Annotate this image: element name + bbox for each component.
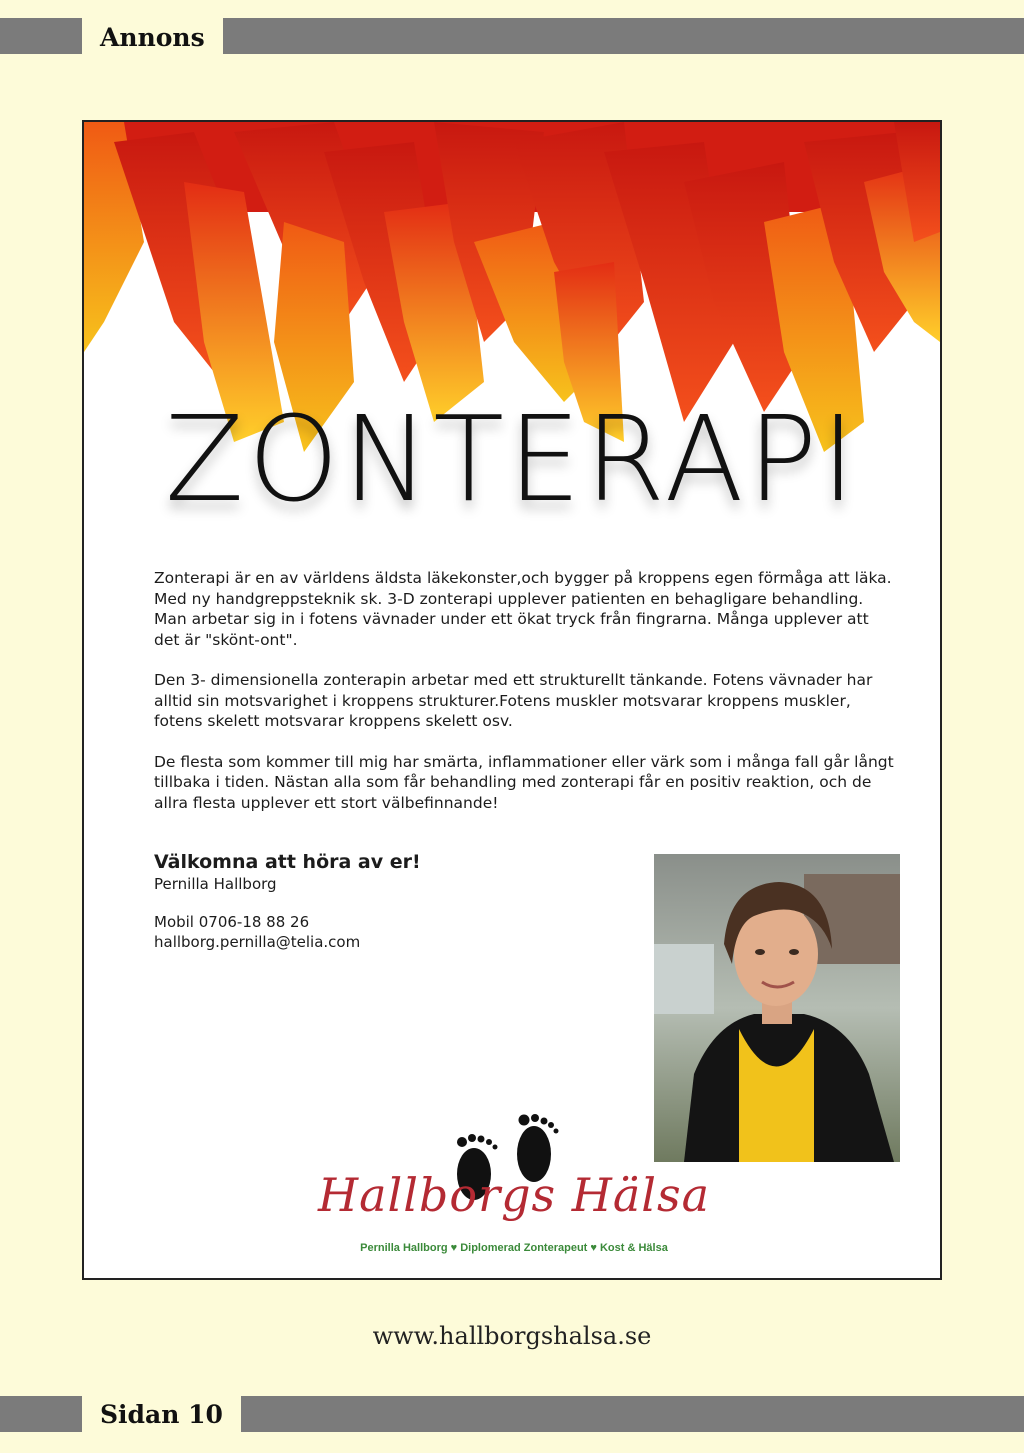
header-band	[0, 18, 1024, 54]
ad-body	[154, 568, 894, 833]
ad-headline: ZONTERAPI	[164, 390, 860, 528]
logo-tagline: Pernilla Hallborg ♥ Diplomerad Zonterapeut ♥ Kost & Hälsa	[360, 1242, 668, 1254]
welcome-text: Välkomna att höra av er!	[154, 851, 421, 873]
paragraph: Den 3- dimensionella zonterapin arbetar med ett strukturellt tänkande. Fotens vävnader har alltid sin motsvarighet i kroppens strukturer.Fotens muskler motsvarar kroppens muskler, fotens skelett motsvarar kroppens skelett osv.	[154, 671, 873, 730]
hallborgs-halsa-logo	[304, 1112, 724, 1262]
contact-block	[154, 850, 614, 952]
footer-band	[0, 1396, 1024, 1432]
section-label: Annons	[82, 16, 223, 62]
website-url[interactable]: www.hallborgshalsa.se	[372, 1322, 652, 1350]
paragraph: De flesta som kommer till mig har smärta, inflammationer eller värk som i många fall går långt tillbaka i tiden. Nästan alla som får behandling med zonterapi får en positiv reaktion, och de allra flesta upplever ett stort välbefinnande!	[154, 752, 894, 812]
advertisement	[82, 120, 942, 1280]
page-number: Sidan 10	[82, 1394, 241, 1436]
contact-phone: Mobil 0706-18 88 26	[154, 913, 310, 931]
contact-name: Pernilla Hallborg	[154, 875, 277, 893]
contact-email: hallborg.pernilla@telia.com	[154, 933, 361, 951]
paragraph: Zonterapi är en av världens äldsta läkekonster,och bygger på kroppens egen förmåga att läka. Med ny handgreppsteknik sk. 3-D zonterapi upplever patienten en behagligare behandling. Man arbetar sig in i fotens vävnader under ett ökat tryck från fingrarna. Många upplever att det är "skönt-ont".	[154, 569, 892, 649]
logo-wordmark: Hallborgs Hälsa	[317, 1168, 711, 1222]
